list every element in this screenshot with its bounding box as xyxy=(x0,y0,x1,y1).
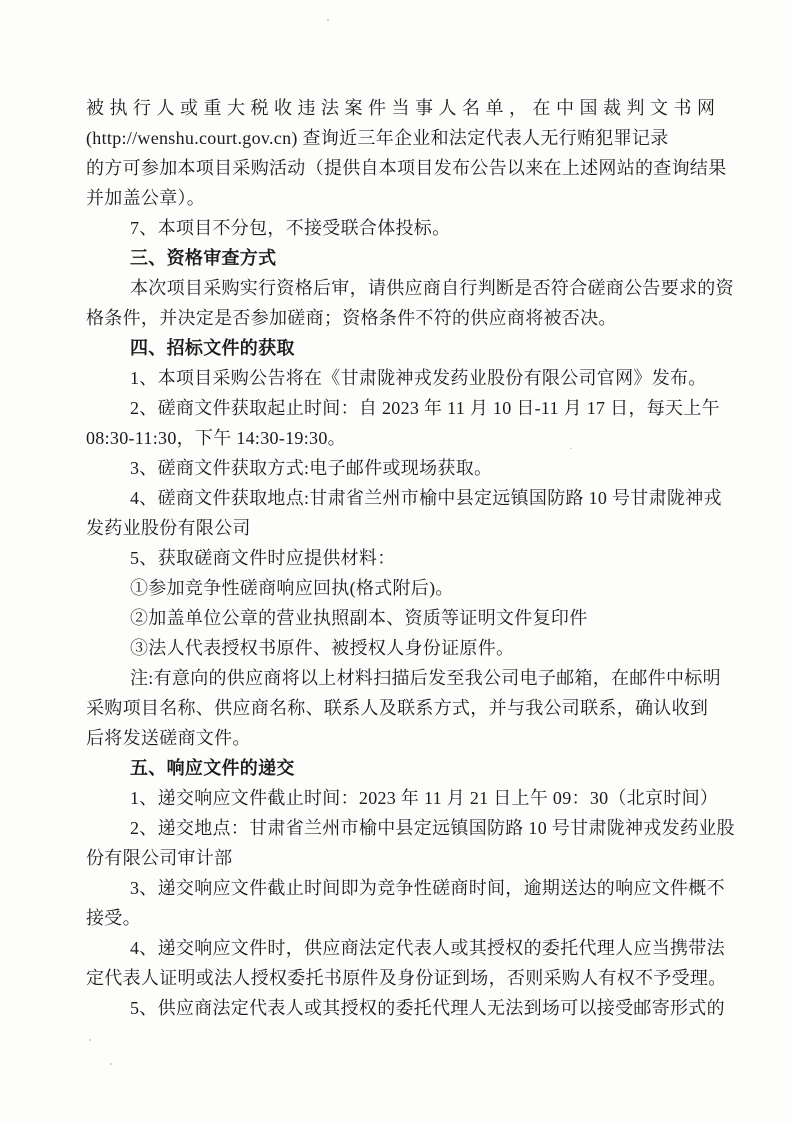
section-heading-line: 三、资格审查方式 xyxy=(130,248,277,268)
document-line: 1、本项目采购公告将在《甘肃陇神戎发药业股份有限公司官网》发布。 xyxy=(130,368,707,388)
document-line: 被执行人或重大税收违法案件当事人名单，在中国裁判文书网 xyxy=(86,98,721,118)
document-line: 接受。 xyxy=(86,908,141,928)
document-line: 7、本项目不分包，不接受联合体投标。 xyxy=(130,218,451,238)
document-line: 定代表人证明或法人授权委托书原件及身份证到场，否则采购人有权不予受理。 xyxy=(86,968,727,988)
document-line: 的方可参加本项目采购活动（提供自本项目发布公告以来在上述网站的查询结果 xyxy=(86,158,727,178)
document-line: (http://wenshu.court.gov.cn) 查询近三年企业和法定代表人无行贿犯罪记录 xyxy=(86,128,669,148)
document-line: 1、递交响应文件截止时间：2023 年 11 月 21 日上午 09：30（北京时间） xyxy=(130,788,719,808)
document-line: 本次项目采购实行资格后审，请供应商自行判断是否符合磋商公告要求的资 xyxy=(130,278,734,298)
document-line: 3、磋商文件获取方式:电子邮件或现场获取。 xyxy=(130,458,493,478)
section-heading-line: 五、响应文件的递交 xyxy=(130,758,295,778)
document-line: 3、递交响应文件截止时间即为竞争性磋商时间，逾期送达的响应文件概不 xyxy=(130,878,725,898)
document-line: ③法人代表授权书原件、被授权人身份证原件。 xyxy=(130,638,515,658)
scan-speck xyxy=(110,1063,112,1065)
document-line: 4、递交响应文件时，供应商法定代表人或其授权的委托代理人应当携带法 xyxy=(130,938,725,958)
scan-speck xyxy=(570,448,572,449)
document-line: 2、磋商文件获取起止时间：自 2023 年 11 月 10 日-11 月 17 日，每天上午 xyxy=(130,398,720,418)
document-line: ①参加竞争性磋商响应回执(格式附后)。 xyxy=(130,578,454,598)
document-line: 2、递交地点：甘肃省兰州市榆中县定远镇国防路 10 号甘肃陇神戎发药业股 xyxy=(130,818,735,838)
document-line: 4、磋商文件获取地点:甘肃省兰州市榆中县定远镇国防路 10 号甘肃陇神戎 xyxy=(130,488,722,508)
scan-speck xyxy=(89,1039,91,1041)
document-line: 注:有意向的供应商将以上材料扫描后发至我公司电子邮箱，在邮件中标明 xyxy=(130,668,721,688)
document-line: 并加盖公章）。 xyxy=(86,188,206,208)
document-line: ②加盖单位公章的营业执照副本、资质等证明文件复印件 xyxy=(130,608,588,628)
scan-speck xyxy=(327,19,329,21)
document-line: 份有限公司审计部 xyxy=(86,848,233,868)
document-line: 发药业股份有限公司 xyxy=(86,518,251,538)
document-line: 08:30-11:30，下午 14:30-19:30。 xyxy=(86,428,346,448)
document-line: 采购项目名称、供应商名称、联系人及联系方式，并与我公司联系，确认收到 xyxy=(86,698,709,718)
document-line: 5、获取磋商文件时应提供材料： xyxy=(130,548,396,568)
document-line: 格条件，并决定是否参加磋商；资格条件不符的供应商将被否决。 xyxy=(86,308,617,328)
document-body xyxy=(86,93,735,1023)
section-heading-line: 四、招标文件的获取 xyxy=(130,338,295,358)
document-line: 后将发送磋商文件。 xyxy=(86,728,251,748)
document-line: 5、供应商法定代表人或其授权的委托代理人无法到场可以接受邮寄形式的 xyxy=(130,998,725,1018)
